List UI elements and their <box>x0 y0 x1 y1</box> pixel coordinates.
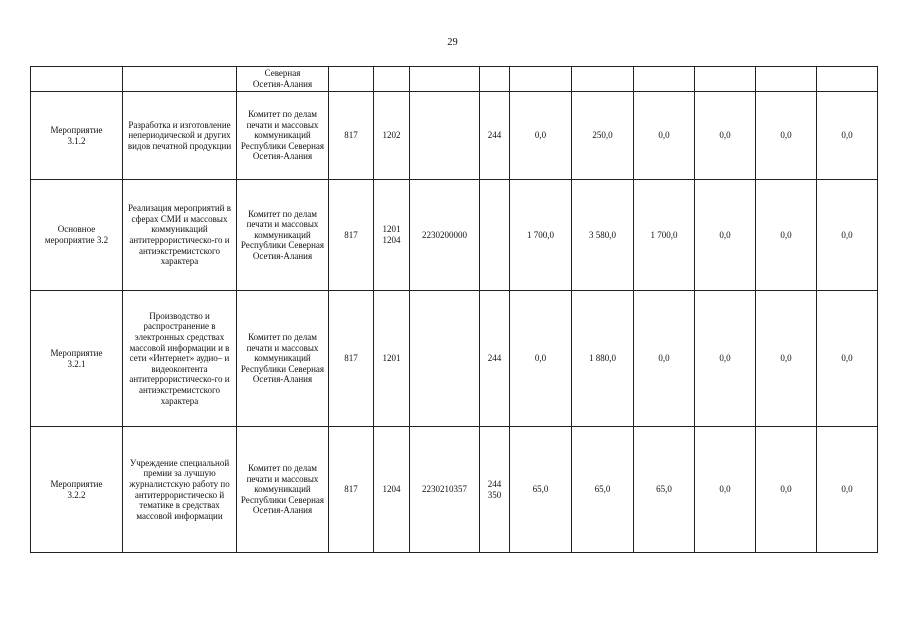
cell-value-5: 0,0 <box>756 180 817 291</box>
cell-value-3: 65,0 <box>634 427 695 553</box>
cell-value-5: 0,0 <box>756 427 817 553</box>
cell-value-6: 0,0 <box>817 180 878 291</box>
cell-value-2 <box>572 67 634 92</box>
cell-executor: Комитет по делам печати и массовых коммуникаций Республики Северная Осетия-Алания <box>237 180 329 291</box>
cell-value-3 <box>634 67 695 92</box>
cell-value-4 <box>695 67 756 92</box>
cell-csr: 2230200000 <box>410 180 480 291</box>
cell-vr <box>480 180 510 291</box>
cell-value-4: 0,0 <box>695 427 756 553</box>
table-row <box>31 67 878 92</box>
budget-table <box>30 66 878 553</box>
cell-description: Учреждение специальной премии за лучшую журналистскую работу по антитеррористическо й тематике в средствах массовой информации <box>123 427 237 553</box>
cell-value-1: 65,0 <box>510 427 572 553</box>
cell-executor: Комитет по делам печати и массовых коммуникаций Республики Северная Осетия-Алания <box>237 92 329 180</box>
cell-rzpr: 1202 <box>374 92 410 180</box>
cell-executor: Комитет по делам печати и массовых коммуникаций Республики Северная Осетия-Алания <box>237 291 329 427</box>
cell-vr: 244 350 <box>480 427 510 553</box>
cell-rzpr: 1204 <box>374 427 410 553</box>
table-row <box>31 427 878 553</box>
cell-vr <box>480 67 510 92</box>
cell-value-3: 0,0 <box>634 92 695 180</box>
cell-value-6: 0,0 <box>817 291 878 427</box>
cell-executor: Комитет по делам печати и массовых коммуникаций Республики Северная Осетия-Алания <box>237 427 329 553</box>
cell-csr: 2230210357 <box>410 427 480 553</box>
cell-value-2: 3 580,0 <box>572 180 634 291</box>
cell-value-1: 0,0 <box>510 291 572 427</box>
cell-value-3: 0,0 <box>634 291 695 427</box>
cell-grbs: 817 <box>329 427 374 553</box>
cell-description: Реализация мероприятий в сферах СМИ и массовых коммуникаций антитеррористическо-го и антиэкстремистского характера <box>123 180 237 291</box>
table-row <box>31 92 878 180</box>
cell-grbs: 817 <box>329 180 374 291</box>
cell-value-1: 0,0 <box>510 92 572 180</box>
cell-name: Мероприятие 3.2.2 <box>31 427 123 553</box>
cell-value-4: 0,0 <box>695 92 756 180</box>
cell-vr: 244 <box>480 92 510 180</box>
cell-grbs <box>329 67 374 92</box>
cell-value-1: 1 700,0 <box>510 180 572 291</box>
cell-name: Мероприятие 3.1.2 <box>31 92 123 180</box>
cell-vr: 244 <box>480 291 510 427</box>
cell-value-4: 0,0 <box>695 291 756 427</box>
table-row <box>31 180 878 291</box>
cell-value-6: 0,0 <box>817 92 878 180</box>
cell-grbs: 817 <box>329 92 374 180</box>
cell-description: Разработка и изготовление непериодической и других видов печатной продукции <box>123 92 237 180</box>
cell-value-5 <box>756 67 817 92</box>
page-number: 29 <box>447 37 458 48</box>
cell-csr <box>410 291 480 427</box>
cell-executor: Северная Осетия-Алания <box>237 67 329 92</box>
cell-value-6: 0,0 <box>817 427 878 553</box>
cell-value-5: 0,0 <box>756 291 817 427</box>
cell-rzpr: 1201 <box>374 291 410 427</box>
table-row <box>31 291 878 427</box>
cell-grbs: 817 <box>329 291 374 427</box>
cell-csr <box>410 92 480 180</box>
cell-name <box>31 67 123 92</box>
cell-value-2: 1 880,0 <box>572 291 634 427</box>
cell-name: Мероприятие 3.2.1 <box>31 291 123 427</box>
cell-rzpr: 1201 1204 <box>374 180 410 291</box>
cell-csr <box>410 67 480 92</box>
cell-value-2: 65,0 <box>572 427 634 553</box>
cell-value-2: 250,0 <box>572 92 634 180</box>
cell-value-1 <box>510 67 572 92</box>
cell-value-5: 0,0 <box>756 92 817 180</box>
cell-description <box>123 67 237 92</box>
cell-value-6 <box>817 67 878 92</box>
cell-value-3: 1 700,0 <box>634 180 695 291</box>
cell-name: Основное мероприятие 3.2 <box>31 180 123 291</box>
cell-value-4: 0,0 <box>695 180 756 291</box>
cell-rzpr <box>374 67 410 92</box>
cell-description: Производство и распространение в электронных средствах массовой информации и в сети «Интернет» аудио– и видеоконтента антитеррористическо-го и антиэкстремистского характера <box>123 291 237 427</box>
